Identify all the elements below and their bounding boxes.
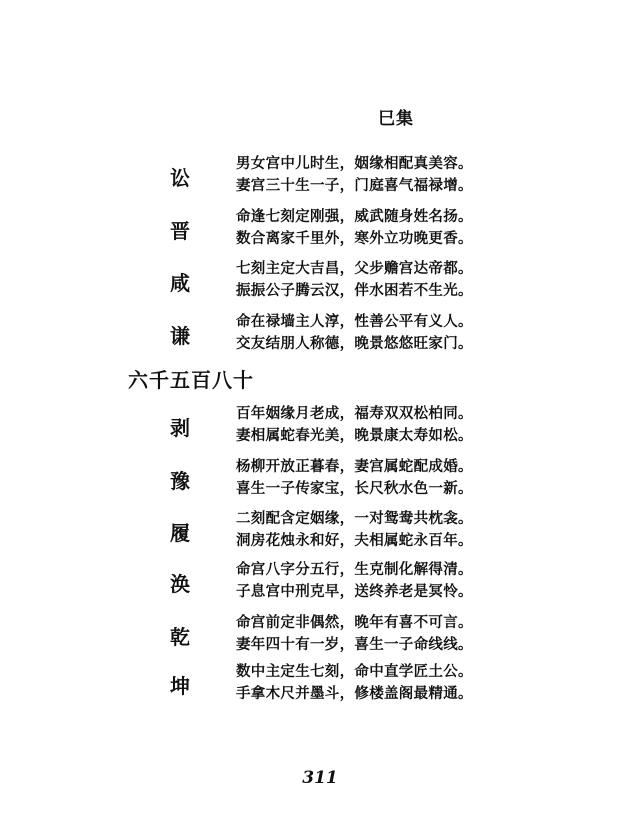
verse-entry bbox=[0, 402, 640, 446]
verse-line-2: 数合离家千里外，寒外立功晚更香。 bbox=[236, 230, 473, 247]
page-header: 巳集 bbox=[378, 109, 414, 129]
verse-entry bbox=[0, 611, 640, 655]
entry-character: 讼 bbox=[170, 166, 190, 190]
verse-line-1: 命逢七刻定刚强，威武随身姓名扬。 bbox=[236, 208, 473, 225]
verse-line-2: 妻相属蛇春光美，晚景康太寿如松。 bbox=[236, 427, 473, 444]
verse-line-2: 喜生一子传家宝，长尺秋水色一新。 bbox=[236, 480, 473, 497]
verse-line-2: 子息宫中刑克早，送终养老是冥怜。 bbox=[236, 583, 473, 600]
verse-line-1: 命宫八字分五行，生克制化解得清。 bbox=[236, 561, 473, 578]
verse-line-1: 百年姻缘月老成，福寿双双松柏同。 bbox=[236, 405, 473, 422]
verse-entry bbox=[0, 257, 640, 301]
entry-character: 坤 bbox=[170, 674, 190, 698]
entry-character: 豫 bbox=[170, 469, 190, 493]
verse-entry bbox=[0, 455, 640, 499]
verse-line-2: 手拿木尺并墨斗，修楼盖阁最精通。 bbox=[236, 685, 473, 702]
verse-entry bbox=[0, 558, 640, 602]
page-number: 311 bbox=[302, 768, 338, 788]
verse-line-2: 交友结朋人称德，晚景悠悠旺家门。 bbox=[236, 335, 473, 352]
verse-line-2: 洞房花烛永和好，夫相属蛇永百年。 bbox=[236, 532, 473, 549]
section-heading: 六千五百八十 bbox=[128, 368, 254, 392]
verse-line-1: 二刻配含定姻缘，一对鸳鸯共枕衾。 bbox=[236, 510, 473, 527]
entry-character: 晋 bbox=[170, 219, 190, 243]
verse-line-1: 杨柳开放正暮春，妻宫属蛇配成婚。 bbox=[236, 458, 473, 475]
verse-line-1: 七刻主定大吉昌，父步赡宫达帝都。 bbox=[236, 260, 473, 277]
entry-character: 履 bbox=[170, 521, 190, 545]
entry-character: 剥 bbox=[170, 416, 190, 440]
verse-line-1: 数中主定生七刻，命中直学匠土公。 bbox=[236, 663, 473, 680]
entry-character: 涣 bbox=[170, 572, 190, 596]
verse-line-2: 妻宫三十生一子，门庭喜气福禄增。 bbox=[236, 177, 473, 194]
verse-line-1: 男女宫中儿时生，姻缘相配真美容。 bbox=[236, 155, 473, 172]
entry-character: 乾 bbox=[170, 625, 190, 649]
verse-line-1: 命宫前定非偶然，晚年有喜不可言。 bbox=[236, 614, 473, 631]
entry-character: 咸 bbox=[170, 271, 190, 295]
verse-line-2: 振振公子腾云汉，伴水困若不生光。 bbox=[236, 282, 473, 299]
verse-line-2: 妻年四十有一岁，喜生一子命线线。 bbox=[236, 636, 473, 653]
verse-entry bbox=[0, 507, 640, 551]
entry-character: 谦 bbox=[170, 324, 190, 348]
verse-entry bbox=[0, 152, 640, 196]
verse-entry bbox=[0, 205, 640, 249]
verse-line-1: 命在禄墙主人淳，性善公平有义人。 bbox=[236, 313, 473, 330]
verse-entry bbox=[0, 310, 640, 354]
verse-entry bbox=[0, 660, 640, 704]
